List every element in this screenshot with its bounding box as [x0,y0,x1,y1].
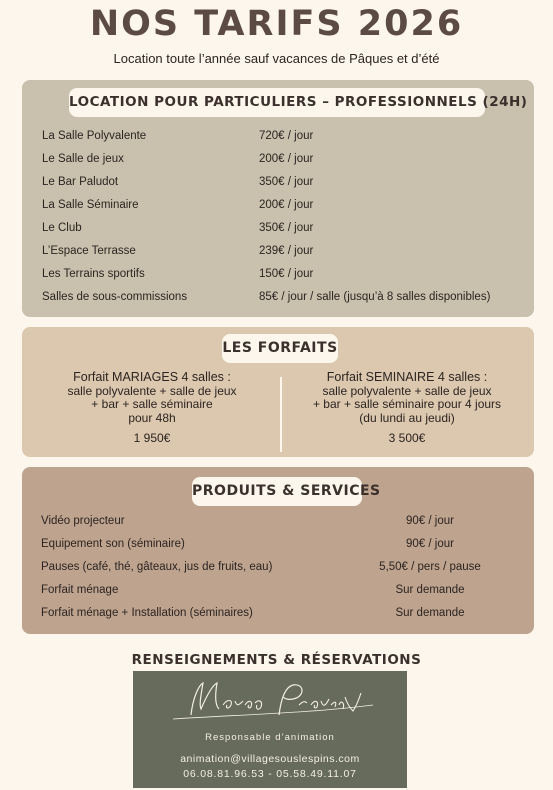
room-name: La Salle Polyvalente [42,130,147,142]
room-name: La Salle Séminaire [42,199,139,211]
service-price: Sur demande [395,607,465,619]
services-heading: PRODUITS & SERVICES [192,477,362,506]
room-price: 85€ / jour / salle (jusqu’à 8 salles disponibles) [259,291,491,303]
price-row [22,199,534,214]
price-row [22,176,534,191]
contact-phones[interactable]: 06.08.81.96.53 - 05.58.49.11.07 [183,768,357,780]
forfait-title: Forfait MARIAGES 4 salles : [73,370,231,384]
service-name: Equipement son (séminaire) [41,538,185,550]
forfait-line: + bar + salle séminaire pour 4 jours [312,397,502,411]
room-name: Le Club [42,222,82,234]
contact-role: Responsable d’animation [205,732,335,743]
room-name: Le Bar Paludot [42,176,119,188]
forfait-seminaire [292,371,522,446]
room-name: Le Salle de jeux [42,153,124,165]
services-panel [22,467,534,634]
forfait-line: (du lundi au jeudi) [359,410,455,425]
service-price: 5,50€ / pers / pause [379,561,481,573]
forfait-line: pour 48h [128,410,176,425]
service-name: Forfait ménage + Installation (séminaires) [41,607,253,619]
room-price: 200€ / jour [259,153,314,165]
service-price: 90€ / jour [406,538,454,550]
location-panel [22,80,534,317]
page-title: NOS TARIFS 2026 [89,4,464,44]
service-name: Forfait ménage [41,584,119,596]
price-row [22,268,534,283]
service-row [22,607,534,622]
signature [133,675,407,727]
forfait-mariages [52,371,252,446]
service-name: Vidéo projecteur [41,515,125,527]
price-row [22,291,534,306]
service-row [22,561,534,576]
forfait-price: 3 500€ [388,431,426,445]
location-heading: LOCATION POUR PARTICULIERS – PROFESSIONNELS (24H) [69,88,485,117]
room-price: 350€ / jour [259,222,314,234]
forfait-line: + bar + salle séminaire [91,397,213,411]
contact-heading: RENSEIGNEMENTS & RÉSERVATIONS [131,652,422,668]
price-row [22,245,534,260]
price-row [22,153,534,168]
room-price: 150€ / jour [259,268,314,280]
room-name: Salles de sous-commissions [42,291,188,303]
service-name: Pauses (café, thé, gâteaux, jus de fruits, eau) [41,561,273,573]
service-row [22,584,534,599]
service-price: 90€ / jour [406,515,454,527]
room-price: 239€ / jour [259,245,314,257]
price-row [22,130,534,145]
forfait-price: 1 950€ [133,431,171,445]
forfait-title: Forfait SEMINAIRE 4 salles : [326,370,488,384]
room-price: 200€ / jour [259,199,314,211]
service-row [22,515,534,530]
forfait-divider [280,377,282,452]
forfaits-panel [22,327,534,457]
forfaits-heading: LES FORFAITS [222,334,338,363]
service-row [22,538,534,553]
room-price: 350€ / jour [259,176,314,188]
room-name: Les Terrains sportifs [42,268,145,280]
forfait-line: salle polyvalente + salle de jeux [67,383,237,398]
page-subtitle: Location toute l’année sauf vacances de Pâques et d’été [113,51,440,66]
room-price: 720€ / jour [259,130,314,142]
forfait-line: salle polyvalente + salle de jeux [322,383,492,398]
price-row [22,222,534,237]
service-price: Sur demande [395,584,465,596]
contact-card [133,671,407,788]
contact-email[interactable]: animation@villagesouslespins.com [180,753,360,765]
room-name: L’Espace Terrasse [42,245,136,257]
